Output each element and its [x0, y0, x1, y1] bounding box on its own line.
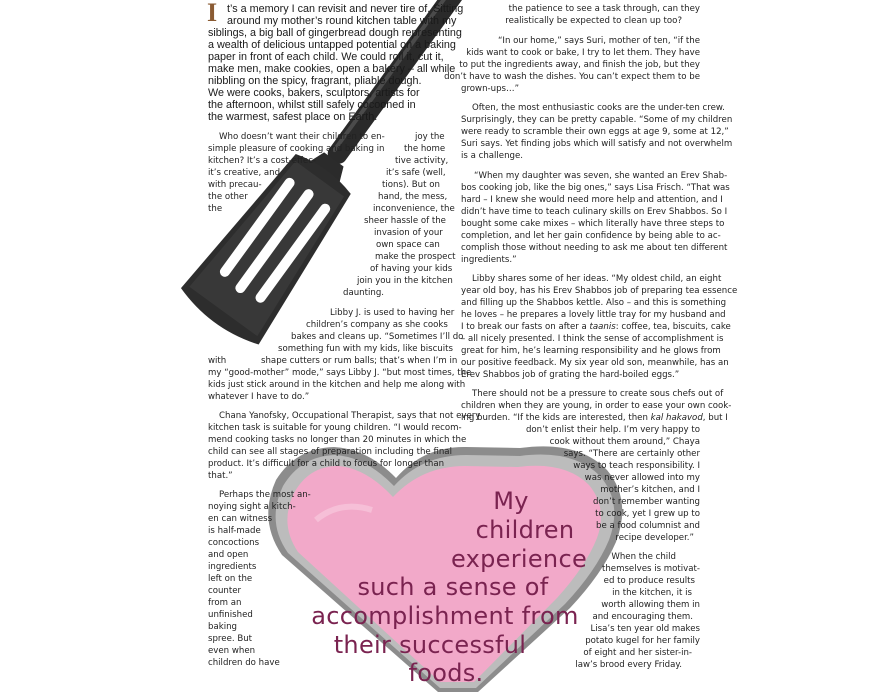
text-line: complish those without needing to ask me about ten different [461, 243, 728, 253]
text-line: kids just stick around in the kitchen and help me along with [208, 380, 466, 390]
text-line: “When my daughter was seven, she wanted an Erev Shab- [474, 171, 728, 181]
text-line: from an [208, 598, 242, 608]
text-line: We were cooks, bakers, sculptors, artists for [208, 87, 420, 99]
text-line: paper in front of each child. We could roll it, cut it, [208, 51, 444, 63]
text-segment: : coffee, tea, biscuits, cake [615, 322, 731, 332]
text-line: were ready to scramble their own eggs at age 9, some at 12,” [461, 127, 729, 137]
text-line: he loves – he prepares a lovely little tray for my husband and [461, 310, 726, 320]
pull-quote-line: foods. [408, 659, 484, 687]
text-line: tions). But on [382, 180, 440, 190]
text-line: a wealth of delicious untapped potential on a baking [208, 39, 456, 51]
text-line: the [208, 204, 223, 214]
pull-quote-line: their successful [333, 631, 527, 659]
text-line: is half-made [208, 526, 261, 536]
text-line: and encouraging them. [592, 612, 693, 622]
text-line: mend cooking tasks no longer than 20 minutes in which the [208, 435, 467, 445]
text-line: – all nicely presented. I think the sense of accomplishment is [461, 334, 724, 344]
text-line: my “good-mother” mode,” says Libby J. “but most times, the [208, 368, 472, 378]
text-line: whatever I have to do.” [208, 392, 310, 402]
text-line: nibbling on the spicy, fragrant, pliable dough. [208, 75, 422, 87]
text-line: kitchen? It’s a cost-effec- [208, 156, 317, 166]
text-line: to cook, yet I grew up to [595, 509, 700, 519]
text-line: Often, the most enthusiastic cooks are the under-ten crew. [472, 103, 725, 113]
text-line: Chana Yanofsky, Occupational Therapist, says that not every [219, 411, 481, 421]
pull-quote-line: My [493, 487, 529, 515]
text-line: bos cooking job, like the big ones,” says Lisa Frisch. “That was [461, 183, 730, 193]
text-line: of having your kids [370, 264, 453, 274]
text-line: Who doesn’t want their children to en- [219, 132, 385, 142]
text-segment: , but I [702, 413, 728, 423]
text-line: joy the [415, 132, 445, 142]
text-line: invasion of your [374, 228, 443, 238]
text-line: join you in the kitchen [357, 276, 453, 286]
text-line: the home [404, 144, 446, 154]
text-line: When the child [611, 552, 676, 562]
text-line: cook without them around,” Chaya [549, 437, 700, 447]
text-line: in the kitchen, it is [612, 588, 692, 598]
text-line: it’s creative, and [208, 168, 281, 178]
text-segment: ing burden. “If the kids are interested, then [461, 413, 648, 423]
pull-quote-line: such a sense of [357, 573, 549, 601]
text-line: year old boy, has his Erev Shabbos job of preparing tea essence [461, 286, 738, 296]
text-line: unfinished [208, 610, 253, 620]
text-line: kids want to cook or bake, I try to let them. They have [466, 48, 700, 58]
pull-quote-line: children [475, 516, 575, 544]
text-line: ways to teach responsibility. I [573, 461, 700, 471]
text-line: hard – I knew she would need more help and attention, and I [461, 195, 723, 205]
text-line: that.” [208, 471, 233, 481]
text-line: product. It’s difficult for a child to focus for longer than [208, 459, 445, 469]
text-line: was never allowed into my [584, 473, 700, 483]
text-line: hand, the mess, [378, 192, 448, 202]
text-line: something fun with my kids, like biscuits [278, 344, 453, 354]
text-line: concoctions [208, 538, 260, 548]
text-line: inconvenience, the [373, 204, 455, 214]
text-line: children do have [208, 658, 280, 668]
text-line: counter [208, 586, 242, 596]
text-line: grown-ups…” [461, 84, 520, 94]
text-line: simple pleasure of cooking and baking in [208, 144, 385, 154]
text-line: baking [208, 622, 237, 632]
text-line: even when [208, 646, 256, 656]
text-line: children’s company as she cooks [306, 320, 448, 330]
text-line: make the prospect [375, 252, 456, 262]
text-line: it’s safe (well, [386, 168, 446, 178]
text-line: Libby J. is used to having her [330, 308, 455, 318]
text-line: “In our home,” says Suri, mother of ten, “if the [497, 36, 700, 46]
text-line: child can see all stages of preparation including the final [208, 447, 452, 457]
text-segment: I to break our fasts on after a [461, 322, 587, 332]
text-line: sheer hassle of the [364, 216, 446, 226]
text-line: siblings, a big ball of gingerbread dough representing [208, 27, 462, 39]
text-line: bakes and cleans up. “Sometimes I’ll do [291, 332, 464, 342]
text-line: ingredients.” [461, 255, 517, 265]
text-line: Libby shares some of her ideas. “My oldest child, an eight [472, 274, 722, 284]
pull-quote-line: experience [450, 545, 588, 573]
text-line: don’t have to wash the dishes. You can’t expect them to be [444, 72, 700, 82]
text-line: mother’s kitchen, and I [600, 485, 700, 495]
drop-cap: I [207, 0, 218, 27]
text-line: en can witness [208, 514, 273, 524]
text-line: be a food columnist and [596, 521, 700, 531]
text-line: ed to produce results [603, 576, 695, 586]
text-line: shape cutters or rum balls; that’s when I’m in [261, 356, 458, 366]
text-line: daunting. [343, 288, 385, 298]
text-line: bought some cake mixes – which literally have three steps to [461, 219, 725, 229]
text-line: make men, make cookies, open a bakery – all while [208, 63, 456, 75]
text-line: Erev Shabbos job of grating the hard-boiled eggs.” [461, 370, 680, 380]
text-line: spree. But [208, 634, 253, 644]
text-line: left on the [208, 574, 253, 584]
text-line: didn’t have time to teach culinary skills on Erev Shabbos. So I [461, 207, 728, 217]
text-line: Perhaps the most an- [219, 490, 311, 500]
text-line [461, 412, 728, 424]
text-line: is a challenge. [461, 151, 524, 161]
text-line: Surprisingly, they can be pretty capable. “Some of my children [461, 115, 733, 125]
text-line: with precau- [208, 180, 262, 190]
text-line: of eight and her sister-in- [583, 648, 692, 658]
text-line: potato kugel for her family [585, 636, 700, 646]
italic-term: kal hakavod [650, 413, 703, 423]
text-line: law’s brood every Friday. [575, 660, 682, 670]
text-line: the afternoon, whilst still safely cocooned in [208, 99, 416, 111]
text-line: Suri says. Yet finding jobs which will satisfy and not overwhelm [461, 139, 733, 149]
text-line: noying sight a kitch- [208, 502, 296, 512]
text-line: worth allowing them in [601, 600, 700, 610]
text-line [461, 321, 731, 333]
text-line: children when they are young, in order to ease your own cook- [461, 401, 732, 411]
text-line: the warmest, safest place on Earth. [208, 111, 378, 123]
text-line: and open [208, 550, 249, 560]
text-line: tive activity, [395, 156, 449, 166]
text-line: and filling up the Shabbos kettle. Also – and this is something [461, 298, 727, 308]
text-line: Lisa’s ten year old makes [590, 624, 700, 634]
text-line: our positive feedback. My six year old son, meanwhile, has an [461, 358, 729, 368]
text-line: says. “There are certainly other [563, 449, 700, 459]
text-line: don’t enlist their help. I’m very happy to [525, 425, 700, 435]
text-line: great for him, he’s learning responsibility and he glows from [461, 346, 721, 356]
italic-term: taanis [589, 322, 616, 332]
text-line: with [208, 356, 227, 366]
text-line: There should not be a pressure to create sous chefs out of [472, 389, 724, 399]
pull-quote-line: accomplishment from [311, 602, 579, 630]
text-line: around my mother’s round kitchen table with my [227, 15, 457, 27]
text-line: don’t remember wanting [592, 497, 700, 507]
text-line: realistically be expected to clean up too? [505, 16, 682, 26]
text-line: own space can [376, 240, 440, 250]
text-line: t’s a memory I can revisit and never tire of. Sitting [227, 3, 464, 15]
text-line: kitchen task is suitable for young children. “I would recom- [208, 423, 462, 433]
text-line: themselves is motivat- [601, 564, 700, 574]
text-line: to put the ingredients away, and finish the job, but they [459, 60, 700, 70]
text-line: ingredients [208, 562, 257, 572]
text-line: recipe developer.” [615, 533, 694, 543]
text-line: the patience to see a task through, can they [508, 4, 700, 14]
text-line: completion, and let her gain confidence by being able to ac- [461, 231, 721, 241]
text-line: the other [208, 192, 248, 202]
